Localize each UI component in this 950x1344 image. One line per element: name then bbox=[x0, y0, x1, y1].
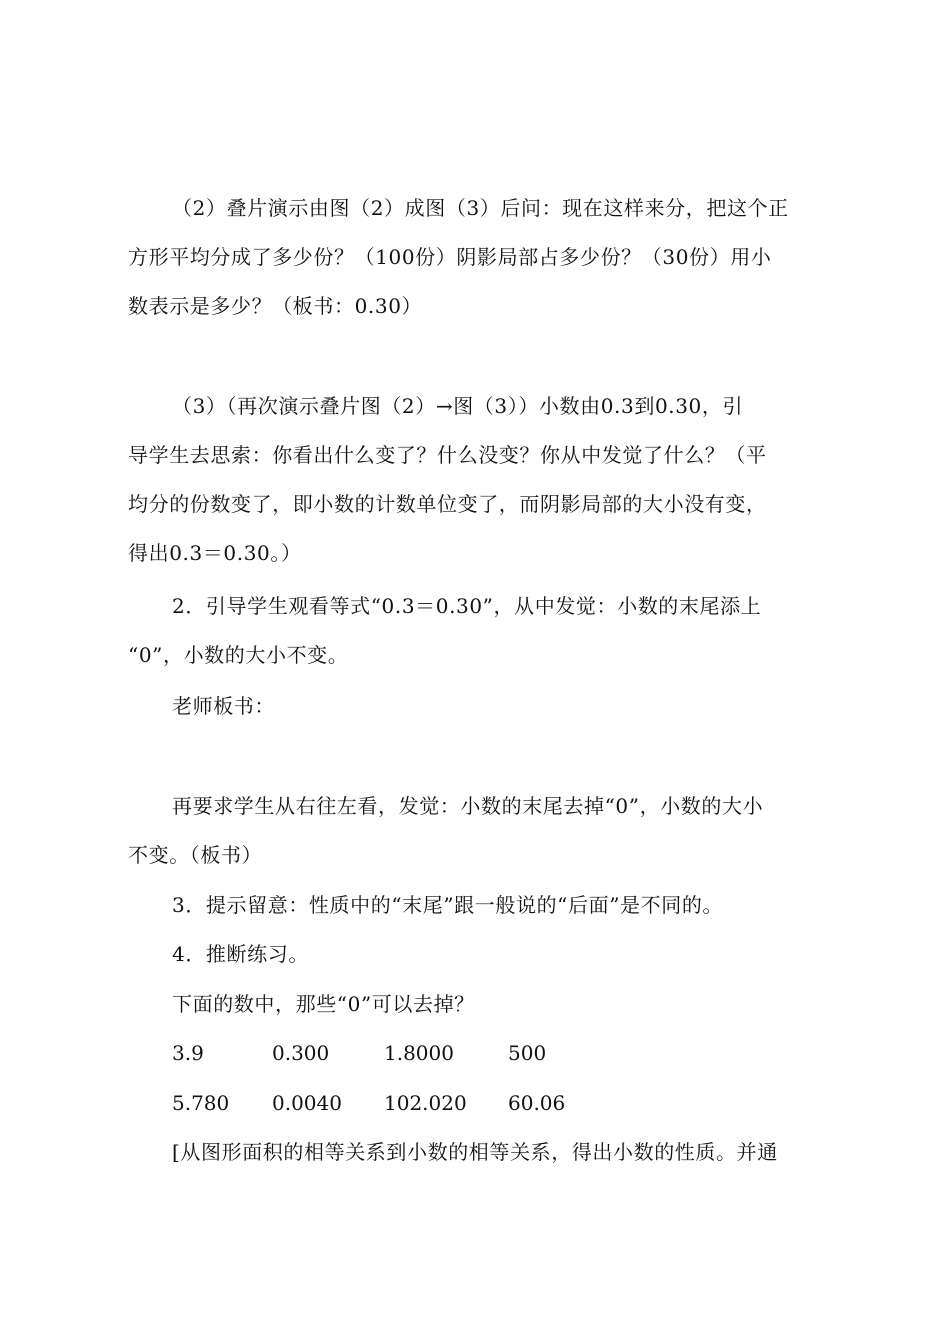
paragraph-summary: [从图形面积的相等关系到小数的相等关系，得出小数的性质。并通 bbox=[172, 1140, 778, 1164]
paragraph-right-to-left-line-1: 再要求学生从右往左看，发觉：小数的末尾去掉“0”，小数的大小 bbox=[172, 794, 764, 818]
paragraph-demo-3-line-4: 得出0.3＝0.30。） bbox=[128, 541, 302, 565]
paragraph-demo-3-line-1: （3）（再次演示叠片图（2）→图（3））小数由0.3到0.30，引 bbox=[172, 394, 744, 418]
paragraph-demo-2-line-2: 方形平均分成了多少份？（100份）阴影局部占多少份？（30份）用小 bbox=[128, 245, 772, 269]
paragraph-step-2-line-2: “0”，小数的大小不变。 bbox=[128, 643, 349, 667]
number-cell: 3.9 bbox=[172, 1041, 204, 1065]
paragraph-demo-2-line-3: 数表示是多少？（板书：0.30） bbox=[128, 294, 423, 318]
number-cell: 1.8000 bbox=[384, 1041, 454, 1065]
number-cell: 500 bbox=[508, 1041, 547, 1065]
number-cell: 5.780 bbox=[172, 1091, 230, 1115]
number-cell: 0.0040 bbox=[272, 1091, 342, 1115]
number-cell: 102.020 bbox=[384, 1091, 467, 1115]
number-cell: 60.06 bbox=[508, 1091, 566, 1115]
paragraph-demo-3-line-3: 均分的份数变了，即小数的计数单位变了，而阴影局部的大小没有变， bbox=[128, 492, 767, 516]
paragraph-step-4: 4．推断练习。 bbox=[172, 942, 309, 966]
number-cell: 0.300 bbox=[272, 1041, 330, 1065]
paragraph-demo-3-line-2: 导学生去思索：你看出什么变了？什么没变？你从中发觉了什么？（平 bbox=[128, 443, 767, 467]
paragraph-question: 下面的数中，那些“0”可以去掉？ bbox=[172, 992, 475, 1016]
paragraph-right-to-left-line-2: 不变。（板书） bbox=[128, 843, 263, 867]
paragraph-demo-2-line-1: （2）叠片演示由图（2）成图（3）后问：现在这样来分，把这个正 bbox=[172, 196, 789, 220]
paragraph-teacher-board: 老师板书： bbox=[172, 694, 275, 718]
paragraph-step-2-line-1: 2．引导学生观看等式“0.3＝0.30”，从中发觉：小数的末尾添上 bbox=[172, 594, 762, 618]
paragraph-step-3: 3．提示留意：性质中的“末尾”跟一般说的“后面”是不同的。 bbox=[172, 893, 724, 917]
